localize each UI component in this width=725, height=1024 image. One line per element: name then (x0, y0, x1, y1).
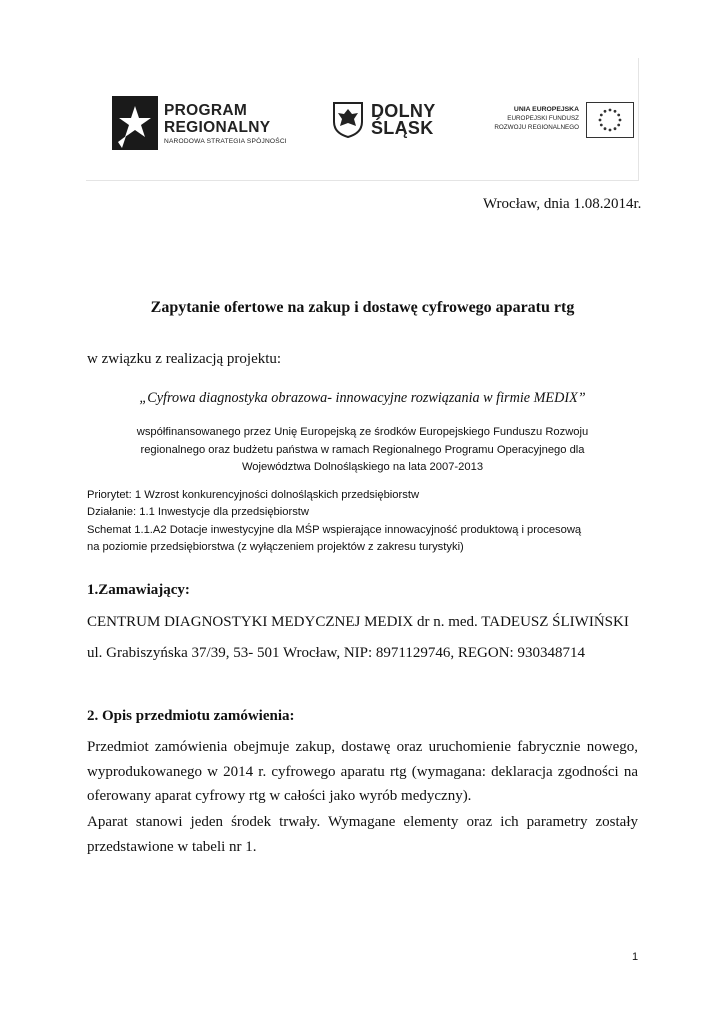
order-elements-note: Aparat stanowi jeden środek trwały. Wymagane elementy oraz ich parametry zostały przedstawione w tabeli nr 1. (87, 814, 638, 855)
dolny-slask-logo (333, 102, 445, 144)
eu-logo-line2: EUROPEJSKI FUNDUSZ (507, 115, 579, 122)
eu-flag-icon (586, 102, 634, 138)
eu-logo (484, 102, 634, 144)
project-intro: w związku z realizacją projektu: (87, 351, 282, 367)
program-logo-line1: PROGRAM (164, 102, 248, 119)
page-number: 1 (632, 951, 639, 963)
priority-line: Schemat 1.1.A2 Dotacje inwestycyjne dla MŚP wspierające innowacyjność produktową i procesową (87, 523, 582, 536)
orderer-name: CENTRUM DIAGNOSTYKI MEDYCZNEJ MEDIX dr n. med. TADEUSZ ŚLIWIŃSKI (87, 614, 629, 630)
eu-logo-line1: UNIA EUROPEJSKA (513, 106, 579, 113)
section2-heading: 2. Opis przedmiotu zamówienia: (87, 708, 295, 724)
star-emblem-icon (112, 96, 158, 150)
eu-logo-line3: ROZWOJU REGIONALNEGO (494, 124, 579, 131)
eu-logo-text (459, 105, 579, 132)
document-title: Zapytanie ofertowe na zakup i dostawę cyfrowego aparatu rtg (150, 299, 575, 316)
program-regionalny-logo (112, 96, 322, 156)
priority-info (87, 487, 581, 556)
order-description: Przedmiot zamówienia obejmuje zakup, dostawę oraz uruchomienie fabrycznie nowego, wyprodukowanego w 2014 r. cyfrowego aparatu rtg (wymagana: deklaracja zgodności na oferowany aparat cyfrowy rtg w całości jako wyrób medyczny). (87, 739, 638, 804)
priority-line: na poziomie przedsiębiorstwa (z wyłączeniem projektów z zakresu turystyki) (87, 540, 464, 553)
cofinancing-line: Województwa Dolnośląskiego na lata 2007-2013 (241, 461, 484, 473)
cofinancing-line: regionalnego oraz budżetu państwa w ramach Regionalnego Programu Operacyjnego dla (140, 443, 585, 456)
cofinancing-note (0, 424, 725, 477)
priority-line: Działanie: 1.1 Inwestycje dla przedsiębiorstw (87, 506, 309, 519)
document-date: Wrocław, dnia 1.08.2014r. (483, 196, 642, 212)
project-name: „Cyfrowa diagnostyka obrazowa- innowacyjne rozwiązania w firmie MEDIX” (139, 390, 586, 406)
orderer-address: ul. Grabiszyńska 37/39, 53- 501 Wrocław, NIP: 8971129746, REGON: 930348714 (87, 645, 585, 661)
cofinancing-line: współfinansowanego przez Unię Europejską ze środków Europejskiego Funduszu Rozwoju (136, 426, 589, 438)
program-logo-line2: REGIONALNY (164, 119, 271, 136)
dolny-slask-line1: DOLNY (371, 101, 436, 121)
program-logo-line3: NARODOWA STRATEGIA SPÓJNOŚCI (164, 138, 287, 145)
dolny-slask-line2: ŚLĄSK (371, 118, 434, 138)
section1-heading: 1.Zamawiający: (87, 582, 190, 598)
priority-line: Priorytet: 1 Wzrost konkurencyjności dolnośląskich przedsiębiorstw (87, 489, 420, 501)
logo-header (86, 58, 639, 181)
eagle-shield-icon (333, 102, 363, 138)
